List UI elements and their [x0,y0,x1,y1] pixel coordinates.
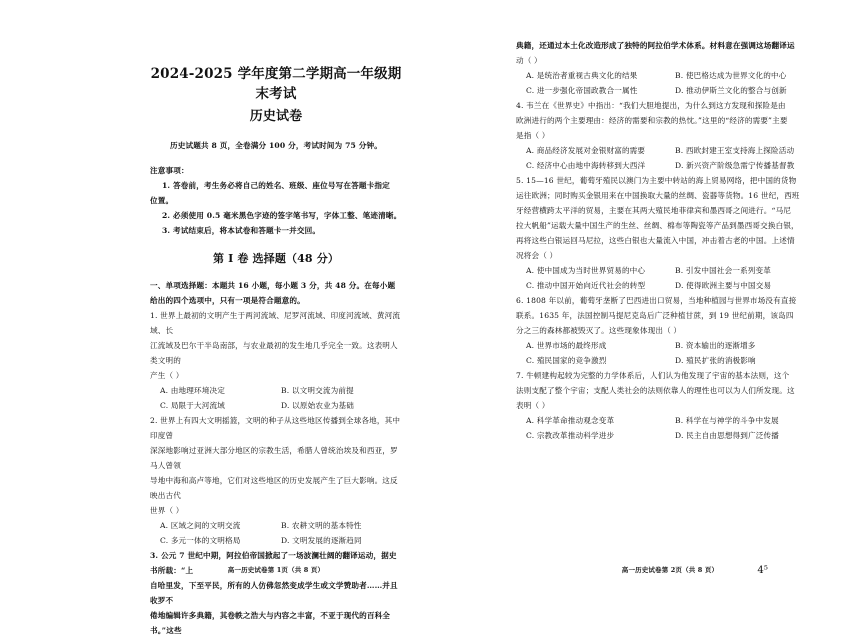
exam-subtitle: 历史试卷 [249,109,303,124]
option-c: C. 多元一体的文明格局 [160,536,241,545]
option-b: B. 使巴格达成为世界文化的中心 [675,71,787,80]
option-c: C. 进一步强化帝国政教合一属性 [526,86,638,95]
question-text: 动（ ） [516,56,542,65]
notice-line: 2. 必须使用 0.5 毫米黑色字迹的签字笔书写，字体工整、笔迹清晰。 [162,211,402,220]
option-d: D. 民主自由思想得到广泛传播 [675,431,780,440]
question-text: 深深地影响过亚洲大部分地区的宗教生活，希腊人曾统治埃及和西亚，罗马人曾领 [150,446,398,470]
question-text: 再将这些白银运回马尼拉，这些白银也大量流入中国，冲击着古老的中国。上述情 [516,236,795,245]
option-a: A. 世界市场的最终形成 [526,341,607,350]
option-a: A. 商品经济发展对金银财富的需要 [526,146,646,155]
question-2 [150,413,402,548]
option-c: C. 殖民国家的竞争激烈 [526,356,607,365]
question-text: 分之三的森林都被毁灭了。这些现象体现出（ ） [516,326,682,335]
handwritten-mark: 4⁵ [757,565,768,576]
option-b: B. 西欧封建王室支持海上探险活动 [675,146,795,155]
question-options [150,518,402,548]
question-options [516,338,824,368]
option-c: C. 宗教改革推动科学进步 [526,431,615,440]
question-text: 拉大帆船”运载大量中国生产的生丝、丝绸、棉布等陶瓷等产品到墨西哥交换白银， [516,221,799,230]
question-3 [150,548,402,638]
option-a: A. 区域之间的文明交流 [160,521,241,530]
question-text: 牙经营横跨太平洋的贸易，主要在其两大殖民地菲律宾和墨西哥之间进行。“马尼 [516,206,792,215]
option-b: B. 农耕文明的基本特性 [281,521,362,530]
question-text: 7. 牛顿建构起较为完整的力学体系后，人们认为他发现了宇宙的基本法则，这个 [516,371,790,380]
question-text: 表明（ ） [516,401,550,410]
question-4 [516,98,824,173]
option-b: B. 以文明交流为前提 [281,386,354,395]
option-d: D. 文明发展的逐渐趋同 [281,536,362,545]
option-b: B. 科学在与神学的斗争中发展 [675,416,779,425]
option-d: D. 新兴资产阶级急需宁传播基督教 [675,161,795,170]
question-text: 6. 1808 年以前，葡萄牙垄断了巴西进出口贸易，当地种植园与世界市场没有直接 [516,296,797,305]
question-text: 世界（ ） [150,506,184,515]
question-text: 4. 韦兰在《世界史》中指出：“我们大胆地提出，为什么到这方发现和探险是由 [516,101,786,110]
question-text: 倦地编辑许多典籍，其卷帙之浩大与内容之丰富，不亚于现代的百科全书。”这些 [150,611,391,635]
question-text: 典籍，还通过本土化改造形成了独特的阿拉伯学术体系。材料意在强调这场翻译运 [516,41,795,50]
exam-info: 历史试题共 8 页，全卷满分 100 分，考试时间为 75 分钟。 [170,141,382,150]
option-c: C. 推动中国开始向近代社会的转型 [526,281,646,290]
option-d: D. 推动伊斯兰文化的整合与创新 [675,86,787,95]
notice-line: 1. 答卷前，考生务必将自己的姓名、班级、座位号写在答题卡指定 [162,181,390,190]
option-c: C. 局限于大河流域 [160,401,226,410]
question-options [516,413,824,443]
option-b: B. 引发中国社会一系列变革 [675,266,772,275]
question-text: 产生（ ） [150,371,184,380]
question-text: 导地中海和高卢等地，它们对这些地区的历史发展产生了巨大影响。这反映出古代 [150,476,398,500]
question-text: 联系。1635 年，法国控制马提尼克岛后广泛种植甘蔗，到 19 世纪前期，该岛四 [516,311,794,320]
option-d: D. 以原始农业为基础 [281,401,355,410]
page-footer: 高一历史试卷第 1页（共 8 页） [227,566,325,574]
left-page [0,0,430,635]
section-title: 第 I 卷 选择题（48 分） [212,252,340,265]
question-text: 法则支配了整个宇宙；支配人类社会的法则依靠人的理性也可以为人们所发现。这 [516,386,795,395]
instruction-line: 给出的四个选项中，只有一项是符合题意的。 [150,296,305,305]
question-options [516,263,824,293]
question-text: 1. 世界上最初的文明产生于两河流域、尼罗河流域、印度河流域、黄河流域、长 [150,311,401,335]
option-a: A. 由地理环境决定 [160,386,225,395]
option-d: D. 使得欧洲主要与中国交易 [675,281,772,290]
option-d: D. 殖民扩张的消极影响 [675,356,756,365]
right-page [430,0,860,608]
question-text: 自哈里发，下至平民，所有的人仿佛忽然变成学生或文学赞助者……并且收罗不 [150,581,398,605]
question-1 [150,308,402,413]
question-6 [516,293,824,368]
question-options [150,383,402,413]
option-a: A. 使中国成为当时世界贸易的中心 [526,266,646,275]
question-text: 是指（ ） [516,131,550,140]
question-text: 运往欧洲；同时购买金银用来在中国换取大量的丝绸、瓷器等货物。16 世纪，西班 [516,191,800,200]
option-c: C. 经济中心由地中海转移到大西洋 [526,161,646,170]
question-options [516,143,824,173]
notice-heading: 注意事项： [150,166,189,175]
question-7 [516,368,824,443]
exam-title: 2024-2025 学年度第二学期高一年级期末考试 [150,66,402,102]
question-text: 欧洲进行的两个主要理由：经济的需要和宗教的热忱。”这里的“经济的需要”主要 [516,116,788,125]
notice-line: 位置。 [150,196,174,205]
question-text: 江流域及巴尔干半岛南部，与农业最初的发生地几乎完全一致。这表明人类文明的 [150,341,398,365]
page-footer: 高一历史试卷第 2页（共 8 页） [621,566,719,574]
option-b: B. 资本输出的逐渐增多 [675,341,756,350]
question-text: 3. 公元 7 世纪中期，阿拉伯帝国掀起了一场波澜壮阔的翻译运动，据史书所载：“上 [150,551,397,575]
question-text: 5. 15—16 世纪，葡萄牙殖民以澳门为主要中转站的海上贸易网络，把中国的货物 [516,176,797,185]
option-a: A. 是统治者重视古典文化的结果 [526,71,638,80]
instruction-line: 一、单项选择题：本题共 16 小题，每小题 3 分，共 48 分。在每小题 [150,281,396,290]
question-options [516,68,824,98]
option-a: A. 科学革命推动观念变革 [526,416,615,425]
notice-line: 3. 考试结束后，将本试卷和答题卡一并交回。 [162,226,321,235]
question-text: 2. 世界上有四大文明摇篮，文明的种子从这些地区传播到全球各地，其中印度曾 [150,416,401,440]
question-text: 况将会（ ） [516,251,558,260]
question-5 [516,173,824,293]
